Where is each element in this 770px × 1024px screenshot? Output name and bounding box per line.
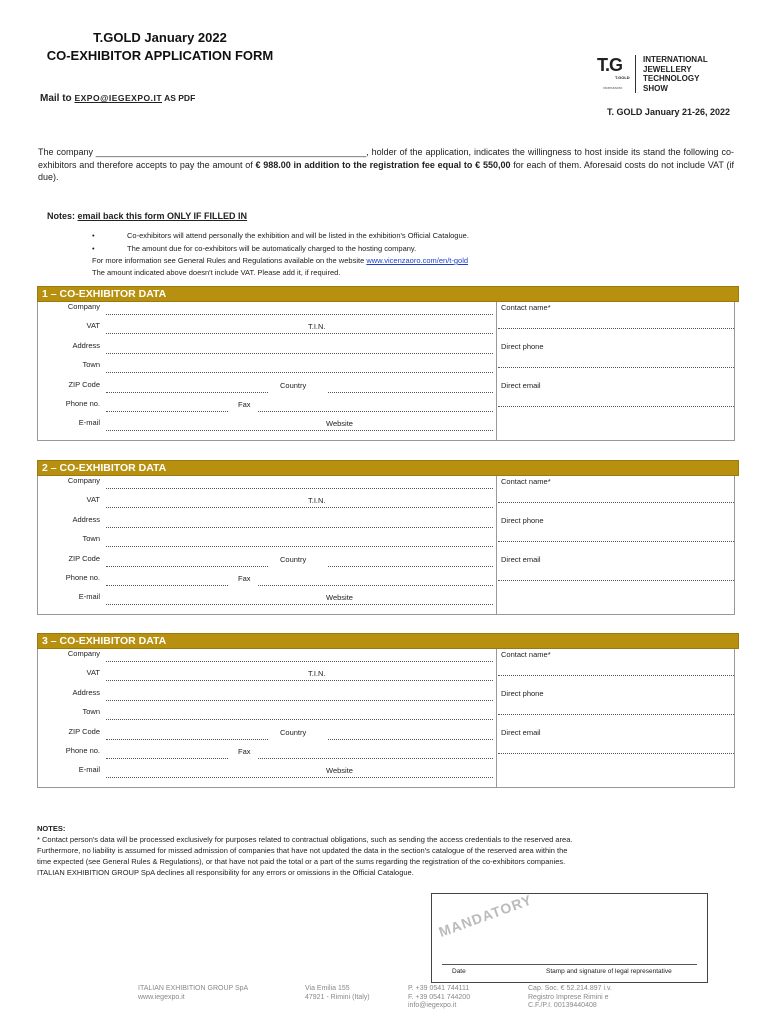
final-notes-heading: NOTES: [37, 824, 66, 833]
email-label: E-mail [78, 592, 100, 601]
footer-address [305, 985, 370, 1002]
direct-phone-label: Direct phone [501, 689, 544, 698]
info-line [92, 256, 468, 265]
company-label: Company [67, 649, 100, 658]
town-input-line[interactable] [106, 546, 493, 547]
mail-prefix: Mail to [40, 93, 75, 104]
logo-name-line: INTERNATIONAL [643, 55, 708, 64]
email-label: E-mail [78, 765, 100, 774]
zip-label: ZIP Code [68, 727, 100, 736]
company-input-line[interactable] [106, 488, 493, 489]
footer-registry: Registro Imprese Rimini e [528, 993, 609, 1001]
intro-paragraph [38, 146, 734, 184]
mail-address-link[interactable]: EXPO@IEGEXPO.IT [74, 93, 163, 103]
bullet-dot: • [92, 244, 95, 253]
direct-phone-label: Direct phone [501, 516, 544, 525]
phone-label: Phone no. [65, 746, 100, 755]
mandatory-watermark: MANDATORY [436, 891, 535, 940]
direct-phone-input-line[interactable] [498, 367, 734, 368]
section-header-2: 2 – CO-EXHIBITOR DATA [37, 460, 739, 476]
country-input-line[interactable] [328, 739, 493, 740]
vat-label: VAT [86, 321, 100, 330]
date-label: Date [452, 968, 466, 975]
logo-separator [635, 55, 636, 93]
direct-email-input-line[interactable] [498, 406, 734, 407]
company-input-line[interactable] [106, 314, 493, 315]
direct-email-label: Direct email [501, 381, 541, 390]
vat-label: VAT [86, 668, 100, 677]
final-notes-line: Furthermore, no liability is assumed for missed admission of companies that have not updated the data in the section's catalogue of the reserved area within the [37, 846, 568, 855]
town-input-line[interactable] [106, 719, 493, 720]
country-label: Country [280, 555, 307, 564]
footer-phone: P. +39 0541 744111 [408, 985, 470, 992]
fax-input-line[interactable] [258, 411, 493, 412]
final-notes-line: * Contact person's data will be processed exclusively for purposes related to contractual obligations, such as sending the access credentials to the reserved area. [37, 835, 573, 844]
address-label: Address [72, 341, 100, 350]
vat-input-line[interactable] [106, 507, 493, 508]
country-input-line[interactable] [328, 566, 493, 567]
contact-input-line[interactable] [498, 502, 734, 503]
email-input-line[interactable] [106, 777, 493, 778]
town-label: Town [82, 360, 100, 369]
town-label: Town [82, 534, 100, 543]
tin-label: T.I.N. [308, 496, 326, 505]
company-label: Company [67, 302, 100, 311]
notes-prefix: Notes: [47, 211, 78, 221]
event-date: T. GOLD January 21-26, 2022 [606, 107, 730, 117]
section-header-3: 3 – CO-EXHIBITOR DATA [37, 633, 739, 649]
footer-email[interactable]: info@iegexpo.it [408, 1002, 457, 1009]
info-text: For more information see General Rules and Regulations available on the website [92, 256, 367, 265]
logo-name-line: SHOW [643, 83, 668, 93]
section-box-3 [37, 649, 735, 788]
footer-city: 47921 - Rimini (Italy) [305, 993, 370, 1001]
note-bullet-text: The amount due for co-exhibitors will be automatically charged to the hosting company. [127, 244, 417, 253]
zip-label: ZIP Code [68, 554, 100, 563]
contact-label: Contact name* [501, 477, 551, 486]
fax-label: Fax [238, 574, 251, 583]
form-title-line1: T.GOLD January 2022 [93, 30, 227, 45]
direct-email-label: Direct email [501, 555, 541, 564]
direct-email-label: Direct email [501, 728, 541, 737]
email-input-line[interactable] [106, 604, 493, 605]
company-input-line[interactable] [106, 661, 493, 662]
logo-mark: T.G [597, 55, 623, 75]
footer-website[interactable]: www.iegexpo.it [138, 993, 185, 1001]
address-label: Address [72, 515, 100, 524]
logo-mark-sub: T.GOLD [615, 75, 630, 80]
address-input-line[interactable] [106, 353, 493, 354]
fax-label: Fax [238, 747, 251, 756]
logo-mark-sub2: vicenzaoro [603, 85, 623, 90]
signature-box[interactable] [431, 893, 708, 983]
direct-email-input-line[interactable] [498, 753, 734, 754]
vat-note: The amount indicated above doesn't include VAT. Please add it, if required. [92, 268, 341, 277]
column-divider [496, 649, 497, 787]
signature-line [442, 964, 697, 965]
footer-contacts [408, 985, 470, 1011]
email-input-line[interactable] [106, 430, 493, 431]
bullet-dot: • [92, 231, 95, 240]
intro-amount: € 988.00 in addition to the registration fee equal to € 550,00 [255, 159, 511, 170]
address-label: Address [72, 688, 100, 697]
email-label: E-mail [78, 418, 100, 427]
vat-input-line[interactable] [106, 333, 493, 334]
address-input-line[interactable] [106, 527, 493, 528]
notes-underlined: email back this form ONLY IF FILLED IN [77, 211, 248, 221]
phone-label: Phone no. [65, 573, 100, 582]
info-link[interactable]: www.vicenzaoro.com/en/t-gold [366, 256, 469, 265]
footer-vat: C.F./P.I. 00139440408 [528, 1002, 597, 1009]
website-label: Website [326, 766, 353, 775]
zip-input-line[interactable] [106, 566, 268, 567]
notes-title [47, 211, 247, 221]
final-notes [37, 823, 737, 878]
direct-phone-label: Direct phone [501, 342, 544, 351]
footer-company-name: ITALIAN EXHIBITION GROUP SpA [138, 985, 249, 992]
fax-label: Fax [238, 400, 251, 409]
address-input-line[interactable] [106, 700, 493, 701]
zip-input-line[interactable] [106, 392, 268, 393]
direct-phone-input-line[interactable] [498, 541, 734, 542]
company-label: Company [67, 476, 100, 485]
column-divider [496, 476, 497, 614]
intro-text-1: The company ______________________________________________________, holder of the application, indicates the willingness to host inside its stand the following co-exhibitors and therefore accepts to pay the amount of [38, 147, 734, 170]
final-notes-line: ITALIAN EXHIBITION GROUP SpA declines all responsibility for any errors or omissions in the Official Catalogue. [37, 868, 414, 877]
phone-input-line[interactable] [106, 411, 228, 412]
section-box-1 [37, 302, 735, 441]
contact-label: Contact name* [501, 303, 551, 312]
website-label: Website [326, 593, 353, 602]
phone-input-line[interactable] [106, 585, 228, 586]
footer-company [138, 985, 248, 1002]
logo-name-line: TECHNOLOGY [643, 74, 700, 83]
zip-label: ZIP Code [68, 380, 100, 389]
tin-label: T.I.N. [308, 322, 326, 331]
contact-input-line[interactable] [498, 675, 734, 676]
fax-input-line[interactable] [258, 758, 493, 759]
intro-text-2: for each of them. Aforesaid costs do not include VAT (if due). [38, 159, 734, 182]
contact-input-line[interactable] [498, 328, 734, 329]
country-label: Country [280, 381, 307, 390]
country-input-line[interactable] [328, 392, 493, 393]
phone-label: Phone no. [65, 399, 100, 408]
form-title-line2: CO-EXHIBITOR APPLICATION FORM [46, 48, 274, 63]
zip-input-line[interactable] [106, 739, 268, 740]
mail-suffix: AS PDF [162, 93, 196, 103]
tin-label: T.I.N. [308, 669, 326, 678]
town-input-line[interactable] [106, 372, 493, 373]
footer-capital: Cap. Soc. € 52.214.897 i.v. [528, 985, 612, 992]
footer-legal [528, 985, 612, 1011]
contact-label: Contact name* [501, 650, 551, 659]
vat-label: VAT [86, 495, 100, 504]
phone-input-line[interactable] [106, 758, 228, 759]
website-label: Website [326, 419, 353, 428]
vat-input-line[interactable] [106, 680, 493, 681]
footer-fax: F. +39 0541 744200 [408, 993, 471, 1001]
fax-input-line[interactable] [258, 585, 493, 586]
signature-label: Stamp and signature of legal representative [546, 968, 672, 975]
direct-phone-input-line[interactable] [498, 714, 734, 715]
column-divider [496, 302, 497, 440]
mail-instruction [40, 93, 195, 104]
country-label: Country [280, 728, 307, 737]
footer-street: Via Emilia 155 [305, 985, 350, 992]
section-box-2 [37, 476, 735, 615]
direct-email-input-line[interactable] [498, 580, 734, 581]
section-header-1: 1 – CO-EXHIBITOR DATA [37, 286, 739, 302]
logo-name [643, 55, 708, 93]
note-bullet-text: Co-exhibitors will attend personally the exhibition and will be listed in the exhibition's Official Catalogue. [127, 231, 469, 240]
logo-name-line: JEWELLERY [643, 64, 692, 74]
town-label: Town [82, 707, 100, 716]
tgold-logo [597, 55, 737, 95]
final-notes-line: time expected (see General Rules & Regulations), or that have not paid the total or a part of the sums regarding the registration of the co-exhibitors companies. [37, 857, 566, 866]
